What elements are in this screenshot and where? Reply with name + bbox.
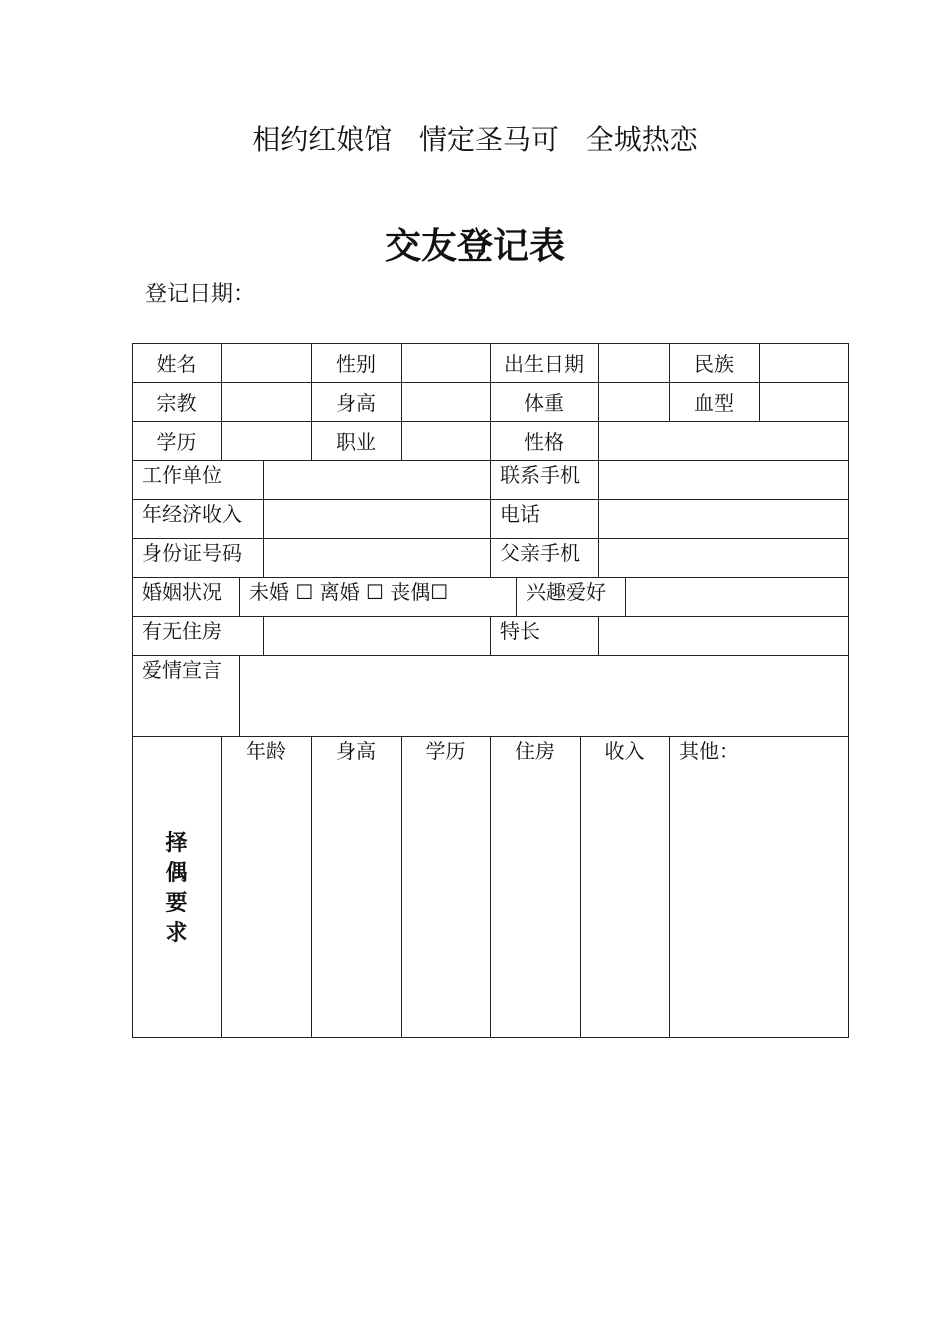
label-blood-type: 血型 [694, 391, 734, 415]
register-date-label: 登记日期： [145, 282, 256, 307]
weight-field[interactable] [599, 383, 669, 421]
req-height-field[interactable] [312, 766, 401, 1037]
label-name: 姓名 [156, 352, 197, 376]
love-declaration-field[interactable] [240, 656, 848, 736]
label-marital-status: 婚姻状况 [142, 580, 222, 604]
blood-type-field[interactable] [760, 383, 848, 421]
label-hobbies: 兴趣爱好 [526, 580, 606, 604]
col-divider [490, 616, 491, 655]
work-unit-field[interactable] [264, 461, 490, 499]
name-field[interactable] [222, 344, 311, 382]
req-other-header: 其他： [679, 739, 739, 763]
label-weight: 体重 [524, 391, 564, 415]
occupation-field[interactable] [402, 422, 490, 460]
slogan: 相约红娘馆 情定圣马可 全城热恋 [252, 123, 698, 156]
label-height: 身高 [336, 391, 376, 415]
gender-field[interactable] [402, 344, 490, 382]
marital-status-options[interactable]: 未婚 ☐ 离婚 ☐ 丧偶☐ [249, 580, 449, 604]
hobbies-field[interactable] [626, 578, 848, 616]
form-title: 交友登记表 [384, 225, 565, 267]
label-gender: 性别 [336, 352, 376, 376]
req-age-field[interactable] [222, 766, 311, 1037]
req-other-field[interactable] [670, 766, 848, 1037]
req-education-header: 学历 [425, 739, 466, 763]
father-mobile-field[interactable] [599, 539, 848, 577]
label-id-number: 身份证号码 [142, 541, 242, 565]
label-work-unit: 工作单位 [142, 463, 222, 487]
req-income-header: 收入 [604, 739, 645, 763]
label-contact-mobile: 联系手机 [500, 463, 580, 487]
id-number-field[interactable] [264, 539, 490, 577]
phone-field[interactable] [599, 500, 848, 538]
req-age-header: 年龄 [246, 739, 286, 763]
annual-income-field[interactable] [264, 500, 490, 538]
req-education-field[interactable] [402, 766, 490, 1037]
label-father-mobile: 父亲手机 [500, 541, 580, 565]
req-housing-field[interactable] [491, 766, 580, 1037]
personality-field[interactable] [599, 422, 848, 460]
ethnicity-field[interactable] [760, 344, 848, 382]
religion-field[interactable] [222, 383, 311, 421]
height-field[interactable] [402, 383, 490, 421]
col-divider [239, 577, 240, 616]
label-housing: 有无住房 [142, 619, 222, 643]
label-phone: 电话 [500, 502, 540, 526]
req-income-field[interactable] [581, 766, 669, 1037]
col-divider [490, 460, 491, 577]
label-birth-date: 出生日期 [504, 352, 584, 376]
col-divider [516, 577, 517, 616]
label-specialty: 特长 [500, 619, 540, 643]
label-annual-income: 年经济收入 [142, 502, 242, 526]
label-love-declaration: 爱情宣言 [142, 658, 222, 682]
label-personality: 性格 [524, 430, 564, 454]
req-housing-header: 住房 [515, 739, 555, 763]
specialty-field[interactable] [599, 617, 848, 655]
contact-mobile-field[interactable] [599, 461, 848, 499]
mate-requirements-label: 择 偶 要 求 [165, 829, 188, 946]
label-ethnicity: 民族 [694, 352, 734, 376]
housing-field[interactable] [264, 617, 490, 655]
birth-date-field[interactable] [599, 344, 669, 382]
label-education: 学历 [156, 430, 197, 454]
label-occupation: 职业 [336, 430, 376, 454]
education-field[interactable] [222, 422, 311, 460]
label-religion: 宗教 [156, 391, 197, 415]
req-height-header: 身高 [336, 739, 376, 763]
